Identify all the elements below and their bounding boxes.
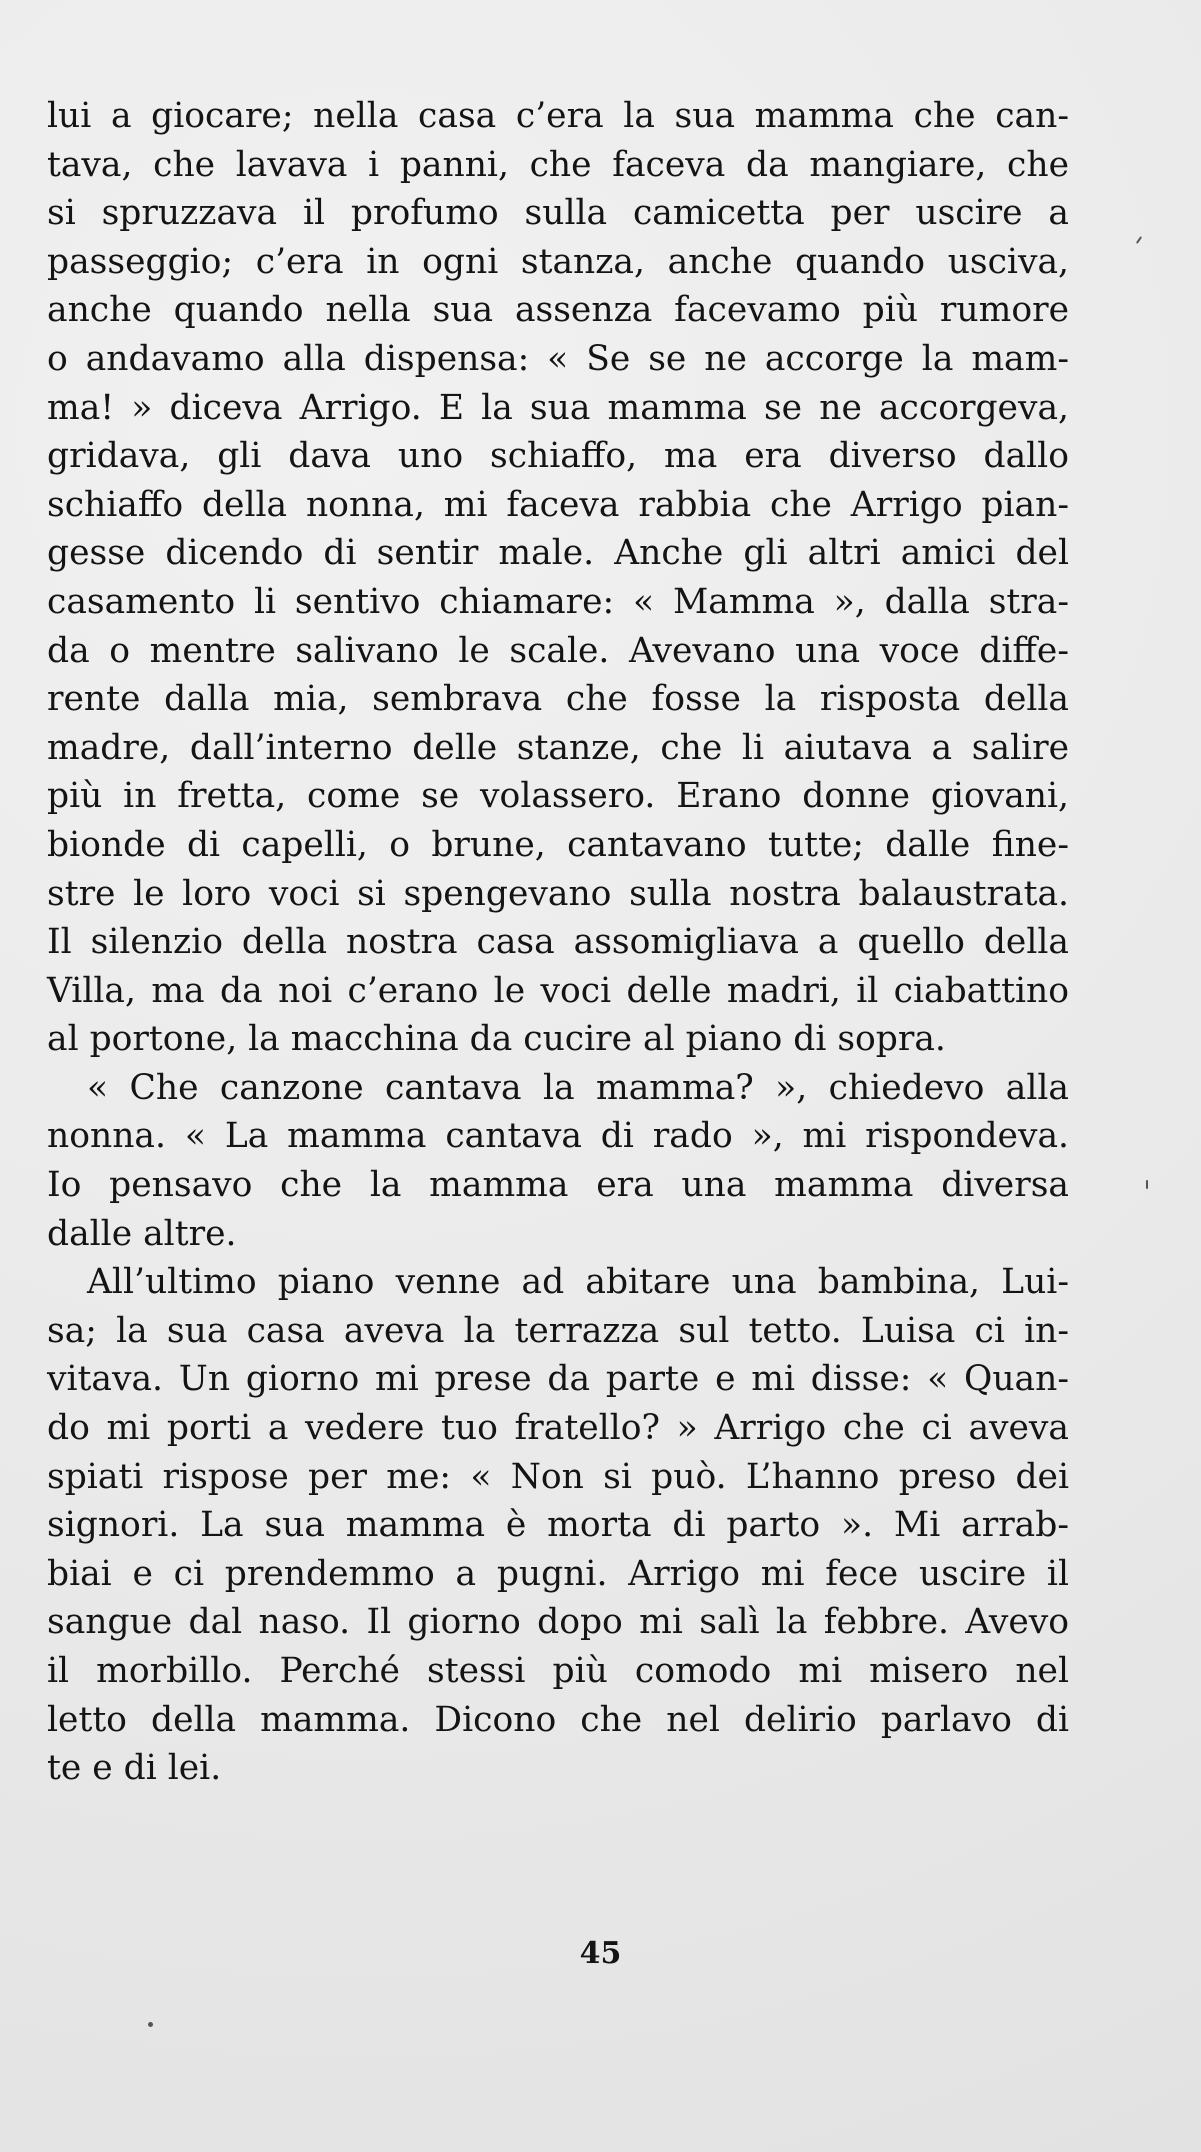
text-line: il morbillo. Perché stessi più comodo mi misero nel xyxy=(47,1651,1069,1691)
body-text xyxy=(47,92,1069,1793)
text-line: Io pensavo che la mamma era una mamma diversa xyxy=(47,1165,1069,1206)
text-line: biai e ci prendemmo a pugni. Arrigo mi fece uscire il xyxy=(47,1553,1069,1594)
text-line: Villa, ma da noi c’erano le voci delle madri, il ciabattino xyxy=(47,970,1069,1011)
text-line: dalle altre. xyxy=(47,1213,237,1254)
text-line: « Che canzone cantava la mamma? », chiedevo alla xyxy=(87,1067,1069,1108)
text-line: lui a giocare; nella casa c’era la sua mamma che can- xyxy=(47,96,1069,136)
text-line: gesse dicendo di sentir male. Anche gli altri amici del xyxy=(47,533,1069,574)
text-line: gridava, gli dava uno schiaffo, ma era diverso dallo xyxy=(47,436,1069,477)
paper-speck xyxy=(1136,236,1142,244)
text-line: da o mentre salivano le scale. Avevano una voce diffe- xyxy=(47,630,1069,671)
text-line: sangue dal naso. Il giorno dopo mi salì la febbre. Avevo xyxy=(47,1602,1069,1643)
text-line: si spruzzava il profumo sulla camicetta per uscire a xyxy=(47,193,1069,234)
text-line: o andavamo alla dispensa: « Se se ne accorge la mam- xyxy=(47,338,1069,379)
text-line: più in fretta, come se volassero. Erano donne giovani, xyxy=(47,776,1069,817)
text-line: signori. La sua mamma è morta di parto ». Mi arrab- xyxy=(47,1505,1069,1546)
text-line: vitava. Un giorno mi prese da parte e mi disse: « Quan- xyxy=(47,1359,1069,1400)
text-line: do mi porti a vedere tuo fratello? » Arrigo che ci aveva xyxy=(47,1408,1069,1449)
text-line: te e di lei. xyxy=(47,1748,222,1789)
text-line: schiaffo della nonna, mi faceva rabbia che Arrigo pian- xyxy=(47,484,1069,525)
page-number: 45 xyxy=(579,1936,622,1971)
text-line: casamento li sentivo chiamare: « Mamma », dalla stra- xyxy=(47,581,1069,622)
text-line: letto della mamma. Dicono che nel delirio parlavo di xyxy=(47,1699,1069,1740)
text-line: Il silenzio della nostra casa assomigliava a quello della xyxy=(47,922,1069,963)
text-line: stre le loro voci si spengevano sulla nostra balaustrata. xyxy=(47,873,1069,914)
paper-speck xyxy=(1146,1180,1148,1189)
text-line: ma! » diceva Arrigo. E la sua mamma se ne accorgeva, xyxy=(47,387,1069,428)
text-line: passeggio; c’era in ogni stanza, anche quando usciva, xyxy=(47,241,1069,282)
text-line: All’ultimo piano venne ad abitare una bambina, Lui- xyxy=(87,1262,1069,1303)
text-line: madre, dall’interno delle stanze, che li aiutava a salire xyxy=(47,727,1069,768)
text-line: spiati rispose per me: « Non si può. L’hanno preso dei xyxy=(47,1456,1069,1497)
text-line: nonna. « La mamma cantava di rado », mi rispondeva. xyxy=(47,1116,1069,1157)
text-line: al portone, la macchina da cucire al piano di sopra. xyxy=(47,1019,946,1060)
text-line: rente dalla mia, sembrava che fosse la risposta della xyxy=(47,679,1069,720)
text-line: bionde di capelli, o brune, cantavano tutte; dalle fine- xyxy=(47,824,1069,865)
text-line: sa; la sua casa aveva la terrazza sul tetto. Luisa ci in- xyxy=(47,1310,1069,1351)
paper-speck xyxy=(148,2022,153,2027)
text-line: anche quando nella sua assenza facevamo più rumore xyxy=(47,290,1069,331)
text-line: tava, che lavava i panni, che faceva da mangiare, che xyxy=(47,144,1069,185)
